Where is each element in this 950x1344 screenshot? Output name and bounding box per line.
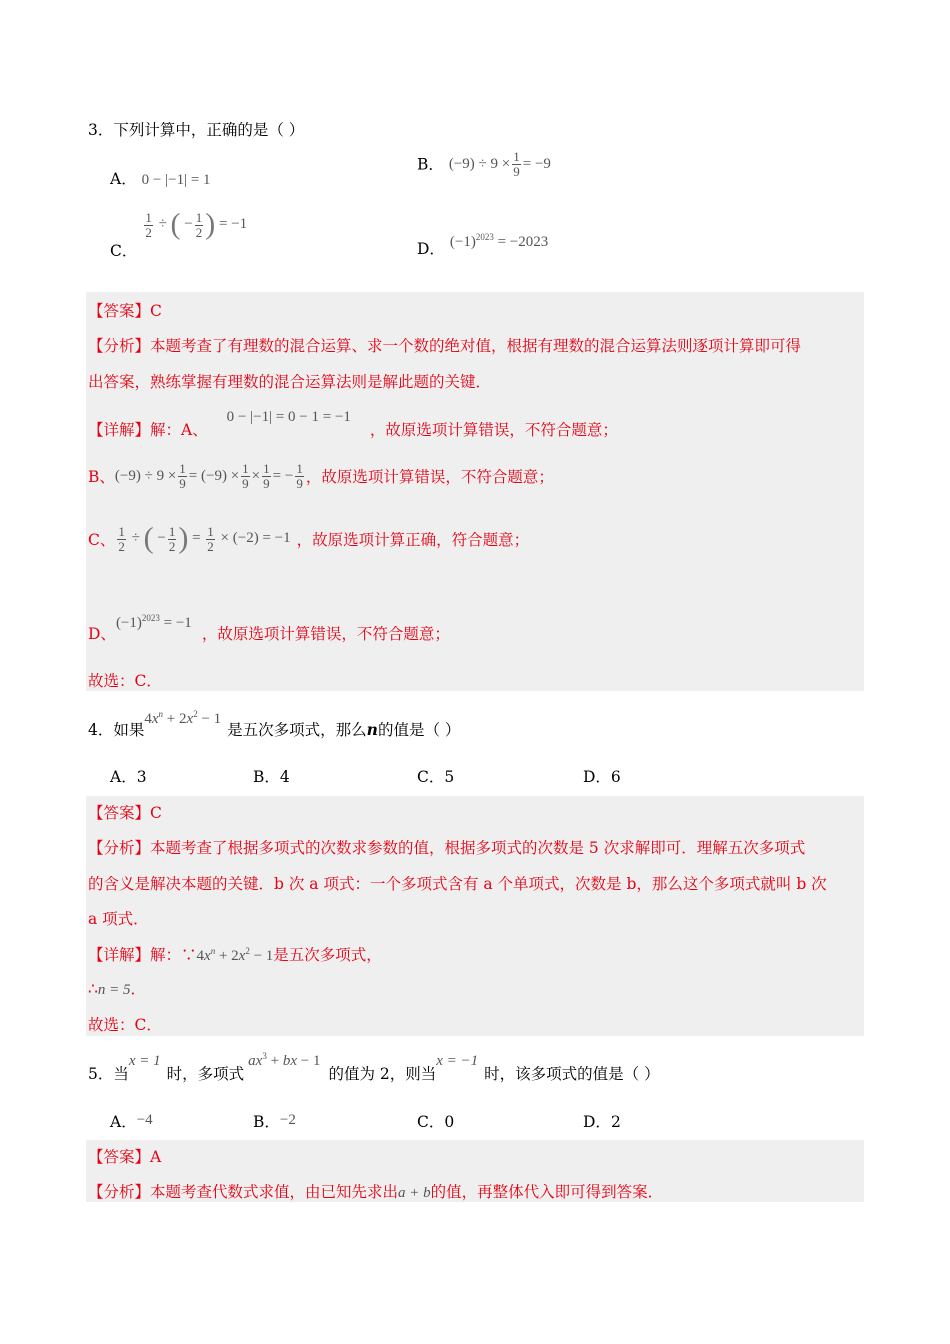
q4-detail-b: 是五次多项式， xyxy=(273,946,382,964)
q5-analysis-math: a + b xyxy=(398,1185,431,1201)
q3-option-a[interactable] xyxy=(110,167,211,189)
q3-detail-d xyxy=(88,610,450,643)
q4-analysis-line3: a 项式． xyxy=(88,910,149,928)
q4-detail-line1 xyxy=(88,943,382,965)
q5-stem-x2: x = −1 xyxy=(436,1053,479,1069)
q3-analysis-line1: 【分析】本题考查了有理数的混合运算、求一个数的绝对值，根据有理数的混合运算法则逐项计算即可得 xyxy=(88,337,802,355)
q5-analysis xyxy=(88,1180,663,1202)
q5-analysis-b: 的值，再整体代入即可得到答案． xyxy=(430,1183,664,1201)
option-label: B． xyxy=(417,155,444,174)
q3-option-b[interactable] xyxy=(417,150,551,178)
option-label: C． xyxy=(417,1113,445,1131)
q4-detail-n: n = 5 xyxy=(97,982,131,998)
option-label: C． xyxy=(110,242,138,261)
q4-stem-a: 4．如果 xyxy=(88,721,145,739)
q3-detail-a xyxy=(88,404,618,439)
detail-c-tail: ，故原选项计算正确，符合题意； xyxy=(296,531,530,549)
detail-head: 【详解】解：A、 xyxy=(88,421,208,439)
detail-d-math: $(-1)^{2023} = -1$ xyxy=(115,613,192,631)
q5-stem-a: 5．当 xyxy=(88,1065,129,1083)
q3-option-c[interactable] xyxy=(110,208,248,261)
detail-c-head: C、 xyxy=(88,531,116,549)
option-b-math: (−9) ÷ 9 × $\frac{1}{9}$ = −9 xyxy=(448,149,551,179)
q4-therefore: ∴ xyxy=(88,980,98,998)
option-label: B． xyxy=(253,1113,280,1131)
q4-detail-end: ． xyxy=(130,980,147,998)
q4-option-a[interactable]: A．3 xyxy=(110,768,147,786)
q3-option-d[interactable] xyxy=(417,229,549,258)
q3-answer: 【答案】C xyxy=(88,302,162,320)
option-d-math: $(-1)^{2023} = -2023$ xyxy=(449,232,549,250)
q5-stem-b: 时，多项式 xyxy=(166,1065,245,1083)
option-label: D． xyxy=(417,240,445,258)
q4-stem-c: 的值是（ ） xyxy=(377,721,461,739)
q3-choose: 故选：C． xyxy=(88,672,162,690)
q5-stem-d: 时，该多项式的值是（ ） xyxy=(484,1065,660,1083)
q4-stem-n: n xyxy=(366,720,378,739)
q4-detail-math: $4x^n + 2x^2 - 1$ xyxy=(196,946,274,964)
detail-a-math: 0 − |−1| = 0 − 1 = −1 xyxy=(226,409,351,425)
detail-b-math: (−9) ÷ 9 × $\frac{1}{9}$ = (−9) × $\frac{1}{9}$ × $\frac{1}{9}$ = − $\frac{1}{9}$ xyxy=(114,461,303,491)
detail-c-math: $\frac{1}{2}$ ÷ ( − $\frac{1}{2}$ ) = $\frac{1}{2}$ × (−2) = −1 xyxy=(118,522,291,555)
q4-detail-a: 【详解】解：∵ xyxy=(88,946,197,964)
option-value: −4 xyxy=(136,1112,153,1128)
detail-d-head: D、 xyxy=(88,625,116,643)
option-value: −2 xyxy=(279,1112,296,1128)
q4-option-b[interactable]: B．4 xyxy=(253,768,290,786)
q3-detail-b xyxy=(88,462,554,490)
q4-answer-box xyxy=(86,796,864,1036)
option-label: A． xyxy=(110,1113,137,1131)
option-a-math: 0 − |−1| = 1 xyxy=(141,172,211,188)
option-c-math: $\frac{1}{2}$ ÷ ( − $\frac{1}{2}$ ) = −1 xyxy=(145,208,248,241)
option-label: D． xyxy=(583,1113,611,1131)
q4-stem-b: 是五次多项式，那么 xyxy=(227,721,367,739)
q4-answer: 【答案】C xyxy=(88,804,162,822)
q4-stem xyxy=(88,706,461,739)
q4-stem-math: $4x^n + 2x^2 - 1$ xyxy=(144,709,222,727)
option-value: 2 xyxy=(610,1113,621,1131)
q3-detail-c xyxy=(88,522,529,556)
detail-d-tail: ，故原选项计算错误，不符合题意； xyxy=(201,625,450,643)
detail-b-tail: ，故原选项计算错误，不符合题意； xyxy=(305,468,554,487)
detail-b-head: B、 xyxy=(88,468,115,487)
q5-stem-x1: x = 1 xyxy=(128,1053,161,1069)
q5-option-b[interactable] xyxy=(253,1110,296,1132)
q3-analysis-line2: 出答案，熟练掌握有理数的混合运算法则是解此题的关键． xyxy=(88,373,492,391)
q5-option-d[interactable] xyxy=(583,1110,621,1132)
q5-analysis-a: 【分析】本题考查代数式求值，由已知先求出 xyxy=(88,1183,399,1201)
option-label: A． xyxy=(110,170,137,188)
q5-option-c[interactable] xyxy=(417,1110,454,1132)
detail-a-tail: ，故原选项计算错误，不符合题意； xyxy=(369,421,618,439)
q4-detail-line2 xyxy=(88,977,146,999)
q5-answer: 【答案】A xyxy=(88,1148,162,1166)
q3-stem: 3．下列计算中，正确的是（ ） xyxy=(88,121,305,139)
q5-stem xyxy=(88,1048,660,1083)
q5-stem-poly: $ax^3$ + bx − 1 xyxy=(248,1051,321,1069)
option-value: 0 xyxy=(444,1113,455,1131)
q4-analysis-line2: 的含义是解决本题的关键．b 次 a 项式：一个多项式含有 a 个单项式，次数是 b，那么这个多项式就叫 b 次 xyxy=(88,875,827,893)
q4-choose: 故选：C． xyxy=(88,1016,162,1034)
q5-option-a[interactable] xyxy=(110,1110,153,1132)
q4-option-c[interactable]: C．5 xyxy=(417,768,455,786)
q4-option-d[interactable]: D．6 xyxy=(583,768,621,786)
q4-analysis-line1: 【分析】本题考查了根据多项式的次数求参数的值，根据多项式的次数是 5 次求解即可．理解五次多项式 xyxy=(88,839,806,857)
q5-stem-c: 的值为 2，则当 xyxy=(328,1065,437,1083)
